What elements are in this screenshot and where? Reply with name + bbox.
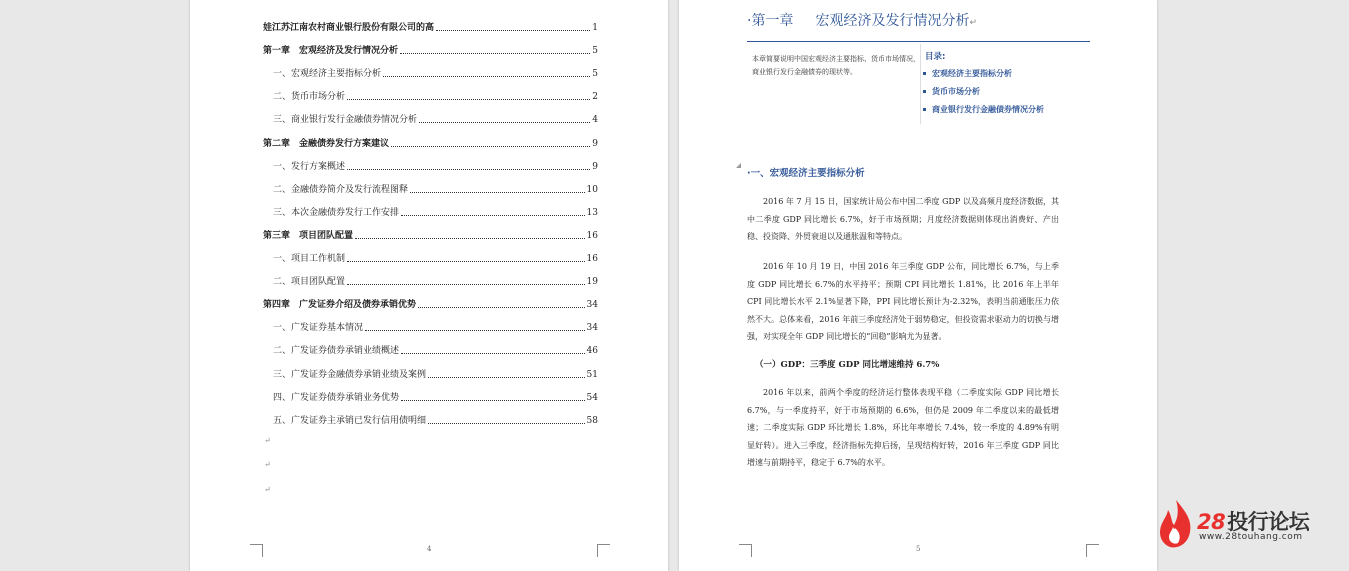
- toc-page-number: 54: [586, 392, 598, 403]
- toc-leader-dots: [347, 169, 590, 170]
- chapter-name: 宏观经济及发行情况分析: [815, 13, 970, 29]
- toc-section-entry[interactable]: [273, 321, 598, 335]
- toc-entry-title: 二、金融债券简介及发行流程图释: [273, 184, 409, 195]
- toc-entry-title: 一、项目工作机制: [273, 254, 346, 264]
- contents-box-title: 目录:: [925, 52, 946, 62]
- chapter-title: ·第一章 宏观经济及发行情况分析↵: [747, 13, 977, 29]
- toc-section-entry[interactable]: [273, 160, 598, 174]
- bullet-icon: [923, 108, 926, 111]
- box-divider: [920, 44, 921, 124]
- toc-section-entry[interactable]: [273, 252, 598, 266]
- margin-corner-mark: [1086, 544, 1099, 557]
- toc-entry-title: 一、广发证券基本情况: [273, 323, 364, 334]
- toc-leader-dots: [347, 284, 585, 285]
- document-page-left: [190, 0, 668, 571]
- toc-page-number: 16: [586, 230, 598, 241]
- toc-entry-title: 一、宏观经济主要指标分析: [273, 69, 382, 80]
- chapter-rule: [747, 41, 1090, 42]
- toc-entry-title: 三、商业银行发行金融债券情况分析: [273, 115, 418, 126]
- toc-section-entry[interactable]: [273, 391, 598, 405]
- toc-leader-dots: [418, 307, 585, 308]
- toc-section-entry[interactable]: [273, 113, 598, 127]
- toc-leader-dots: [436, 30, 590, 31]
- logo-title: 28投行论坛: [1197, 510, 1310, 534]
- toc-leader-dots: [347, 261, 585, 262]
- toc-entry-title: 第一章 宏观经济及发行情况分析: [263, 46, 399, 57]
- toc-leader-dots: [365, 330, 585, 331]
- toc-leader-dots: [400, 53, 590, 54]
- toc-entry-title: 一、发行方案概述: [273, 161, 346, 172]
- contents-box-item[interactable]: 宏观经济主要指标分析: [923, 68, 1012, 79]
- toc-page-number: 16: [586, 254, 598, 264]
- toc-page-number: 46: [586, 346, 598, 357]
- toc-entry-title: 二、货币市场分析: [273, 92, 346, 103]
- site-logo: [1156, 498, 1326, 550]
- toc-leader-dots: [401, 215, 585, 216]
- toc-entry-title: 娃江苏江南农村商业银行股份有限公司的高: [263, 23, 435, 33]
- toc-page-number: 9: [592, 138, 598, 149]
- paragraph-mark: ↵: [264, 436, 271, 445]
- toc-section-entry[interactable]: [273, 368, 598, 382]
- toc-page-number: 5: [592, 46, 598, 57]
- toc-entry-title: 三、本次金融债券发行工作安排: [273, 207, 400, 218]
- toc-chapter-entry[interactable]: [263, 298, 598, 312]
- toc-page-number: 13: [586, 207, 598, 218]
- toc-chapter-entry[interactable]: [263, 137, 598, 151]
- margin-corner-mark: [597, 544, 610, 557]
- toc-leader-dots: [401, 353, 585, 354]
- toc-leader-dots: [419, 122, 590, 123]
- toc-entry-title: 第二章 金融债券发行方案建议: [263, 138, 390, 149]
- bullet-icon: [923, 90, 926, 93]
- toc-entry-title: 第三章 项目团队配置: [263, 230, 354, 241]
- toc-leader-dots: [428, 423, 585, 424]
- toc-entry-title: 二、广发证券债券承销业绩概述: [273, 346, 400, 357]
- toc-section-entry[interactable]: [273, 206, 598, 220]
- toc-page-number: 9: [592, 161, 598, 172]
- margin-corner-mark: [250, 544, 263, 557]
- toc-chapter-entry[interactable]: [263, 21, 598, 35]
- toc-leader-dots: [410, 192, 585, 193]
- paragraph-mark: ↵: [264, 460, 271, 469]
- paragraph-mark: ↵: [264, 485, 271, 494]
- toc-page-number: 5: [592, 69, 598, 80]
- toc-page-number: 2: [592, 92, 598, 103]
- toc-page-number: 34: [586, 323, 598, 334]
- bullet-icon: [923, 72, 926, 75]
- toc-page-number: 58: [586, 415, 598, 426]
- toc-page-number: 1: [592, 23, 598, 33]
- body-paragraph: 2016 年 7 月 15 日，国家统计局公布中国二季度 GDP 以及高频月度经济数据，其中二季度 GDP 同比增长 6.7%，好于市场预期；月度经济数据则体现出消费好、产出稳、投资降、外贸衰退以及通胀温和等特点。: [747, 197, 1059, 241]
- toc-leader-dots: [383, 76, 590, 77]
- toc-leader-dots: [347, 99, 590, 100]
- toc-chapter-entry[interactable]: [263, 44, 598, 58]
- toc-chapter-entry[interactable]: [263, 229, 598, 243]
- chapter-number: ·第一章: [747, 13, 794, 29]
- chapter-intro: 本章简要说明中国宏观经济主要指标、货币市场情况，商业银行发行金融债券的现状等。: [752, 55, 920, 76]
- contents-box-item[interactable]: 商业银行发行金融债券情况分析: [923, 104, 1044, 115]
- toc-leader-dots: [428, 377, 585, 378]
- flame-icon: [1156, 498, 1196, 550]
- collapse-triangle-icon[interactable]: [736, 163, 741, 168]
- toc-page-number: 34: [586, 300, 598, 311]
- toc-entry-title: 四、广发证券债券承销业务优势: [273, 392, 400, 403]
- section-heading: ·一、宏观经济主要指标分析: [747, 168, 865, 179]
- toc-page-number: 10: [586, 184, 598, 195]
- body-paragraph: 2016 年以来，前两个季度的经济运行整体表现平稳（二季度实际 GDP 同比增长 6.7%，与一季度持平，好于市场预期的 6.6%，但仍是 2009 年二季度以来的最低增速；二季度实际 GDP 环比增长 1.8%，环比年率增长 7.4%，较一季度的 4.89%有明显好转）。进入三季度，经济指标先抑后扬，呈现结构好转，2016 年三季度 GDP 同比增速与前期持平，稳定于 6.7%的水平。: [747, 388, 1059, 467]
- page-number: 4: [427, 545, 432, 553]
- toc-page-number: 51: [586, 369, 598, 380]
- toc-leader-dots: [401, 400, 585, 401]
- toc-entry-title: 三、广发证券金融债券承销业绩及案例: [273, 369, 427, 380]
- toc-section-entry[interactable]: [273, 67, 598, 81]
- toc-entry-title: 二、项目团队配置: [273, 277, 346, 288]
- toc-page-number: 4: [592, 115, 598, 126]
- logo-url: www.28touhang.com: [1199, 532, 1303, 542]
- page-number: 5: [916, 545, 921, 553]
- toc-leader-dots: [391, 146, 590, 147]
- toc-section-entry[interactable]: [273, 344, 598, 358]
- contents-box-item[interactable]: 货币市场分析: [923, 86, 980, 97]
- document-page-right: [679, 0, 1157, 571]
- toc-section-entry[interactable]: [273, 275, 598, 289]
- toc-section-entry[interactable]: [273, 183, 598, 197]
- toc-section-entry[interactable]: [273, 414, 598, 428]
- toc-section-entry[interactable]: [273, 90, 598, 104]
- subsection-heading: （一）GDP：三季度 GDP 同比增速维持 6.7%: [755, 360, 940, 370]
- toc-page-number: 19: [586, 277, 598, 288]
- toc-entry-title: 五、广发证券主承销已发行信用债明细: [273, 415, 427, 426]
- toc-entry-title: 第四章 广发证券介绍及债券承销优势: [263, 300, 417, 311]
- toc-leader-dots: [355, 238, 585, 239]
- margin-corner-mark: [739, 544, 752, 557]
- body-paragraph: 2016 年 10 月 19 日，中国 2016 年三季度 GDP 公布，同比增长 6.7%，与上季度 GDP 同比增长 6.7%的水平持平；预期 CPI 同比增长 1.81%，比 2016 年上半年 CPI 同比增长水平 2.1%显著下降，PPI 同比增长预计为-2.32%，表明当前通胀压力依然不大。总体来看，2016 年前三季度经济处于弱势稳定，但投资需求驱动力的切换与增强，对实现全年 GDP 同比增长的“回稳”影响尤为显著。: [747, 262, 1059, 341]
